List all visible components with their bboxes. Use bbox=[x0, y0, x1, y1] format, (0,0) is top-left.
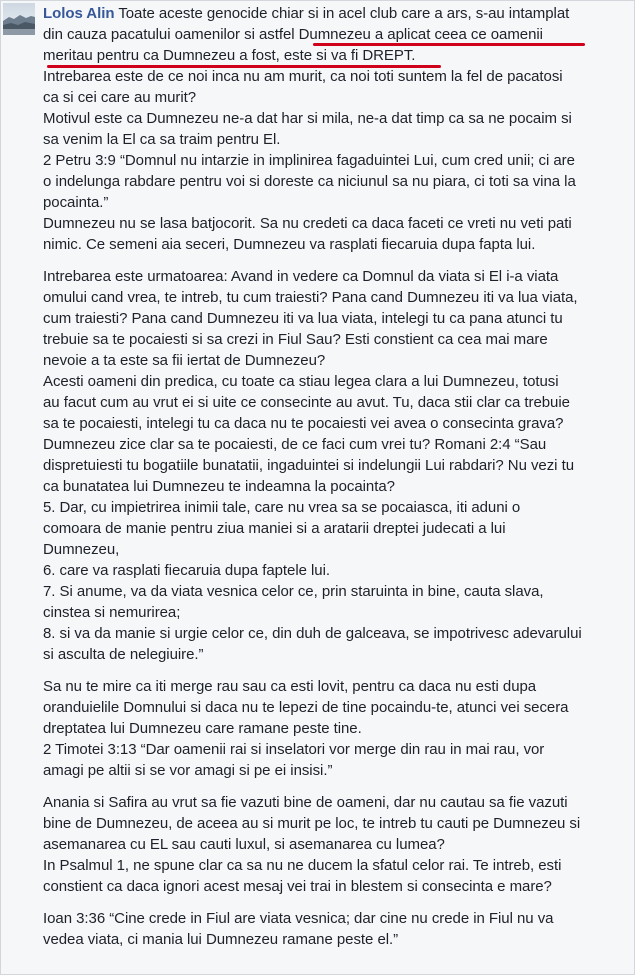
comment-line: vedea viata, ci mania lui Dumnezeu ramane peste el.” bbox=[43, 931, 399, 948]
highlight-underline-1 bbox=[313, 43, 585, 46]
comment-line: comoara de manie pentru ziua maniei si a aratarii dreptei judecati a lui bbox=[43, 520, 506, 537]
comment-line: 6. care va rasplati fiecaruia dupa faptele lui. bbox=[43, 562, 330, 579]
comment-line: asemanarea cu EL sau cauti luxul, si asemanarea cu lumea? bbox=[43, 836, 445, 853]
paragraph-gap bbox=[43, 781, 631, 792]
comment-line: Acesti oameni din predica, cu toate ca stiau legea clara a lui Dumnezeu, totusi bbox=[43, 373, 559, 390]
comment-line: Intrebarea este urmatoarea: Avand in vedere ca Domnul da viata si El i-a viata bbox=[43, 268, 559, 285]
comment-line: Ioan 3:36 “Cine crede in Fiul are viata vesnica; dar cine nu crede in Fiul nu va bbox=[43, 910, 554, 927]
avatar[interactable] bbox=[3, 3, 35, 35]
comment-line: 5. Dar, cu impietrirea inimii tale, care nu vrea sa se pocaiasca, iti aduni o bbox=[43, 499, 521, 516]
paragraph-gap bbox=[43, 255, 631, 266]
paragraph-gap bbox=[43, 665, 631, 676]
comment-line: 2 Petru 3:9 “Domnul nu intarzie in implinirea fagaduintei Lui, cum cred unii; ci are bbox=[43, 152, 575, 169]
comment-line: Lolos Alin Toate aceste genocide chiar si in acel club care a ars, s-au intamplat bbox=[43, 5, 570, 22]
comment-line: bine de Dumnezeu, de aceea au si murit pe loc, te intreb tu cauti pe Dumnezeu si bbox=[43, 815, 581, 832]
comment-line: 8. si va da manie si urgie celor ce, din duh de galceava, se impotrivesc adevarului bbox=[43, 625, 582, 642]
comment-author-name[interactable]: Lolos Alin bbox=[43, 5, 115, 22]
comment-line: Dumnezeu nu se lasa batjocorit. Sa nu credeti ca daca faceti ce vreti nu veti pati bbox=[43, 215, 572, 232]
paragraph-gap bbox=[43, 897, 631, 908]
comment-line: sa venim la El ca sa traim pentru El. bbox=[43, 131, 281, 148]
comment-line: o indelunga rabdare pentru voi si doreste ca niciunul sa nu piara, ci toti sa vina la bbox=[43, 173, 576, 190]
comment-text bbox=[43, 3, 631, 950]
comment-line: Anania si Safira au vrut sa fie vazuti bine de oameni, dar nu cautau sa fie vazuti bbox=[43, 794, 568, 811]
highlight-underline-2 bbox=[47, 65, 441, 68]
comment-line: constient ca daca ignori acest mesaj vei trai in blestem si consecinta e mare? bbox=[43, 878, 552, 895]
comment-line: amagi pe altii si se vor amagi si pe ei insisi.” bbox=[43, 762, 333, 779]
comment-line: dreptatea lui Dumnezeu care ramane peste tine. bbox=[43, 720, 362, 737]
comment-line: sa te pocaiesti, intelegi tu ca daca nu te pocaiesti vei avea o consecinta grava? bbox=[43, 415, 564, 432]
comment-line: ca bunatatea lui Dumnezeu te indeamna la pocainta? bbox=[43, 478, 395, 495]
comment-line: cinstea si nemurirea; bbox=[43, 604, 181, 621]
comment-line: ca si cei care au murit? bbox=[43, 89, 197, 106]
comment-line: In Psalmul 1, ne spune clar ca sa nu ne ducem la sfatul celor rai. Te intreb, esti bbox=[43, 857, 562, 874]
comment-line: 7. Si anume, va da viata vesnica celor ce, prin staruinta in bine, cauta slava, bbox=[43, 583, 544, 600]
comment-line: Dumnezeu zice clar sa te pocaiesti, de ce faci cum vrei tu? Romani 2:4 “Sau bbox=[43, 436, 547, 453]
comment-line: Sa nu te mire ca iti merge rau sau ca esti lovit, pentru ca daca nu esti dupa bbox=[43, 678, 537, 695]
comment-line: cum traiesti? Pana cand Dumnezeu iti va lua viata, intelegi tu ca pana atunci tu bbox=[43, 310, 563, 327]
comment-line: nimic. Ce semeni aia seceri, Dumnezeu va rasplati fiecaruia dupa fapta lui. bbox=[43, 236, 536, 253]
avatar-landscape-image bbox=[3, 3, 35, 35]
comment-line: oranduielile Domnului si daca nu te lepezi de tine pocaindu-te, atunci vei secera bbox=[43, 699, 569, 716]
comment-line: si asculta de nelegiuire.” bbox=[43, 646, 204, 663]
comment-line: trebuie sa te pocaiesti si sa crezi in Fiul Sau? Esti constient ca cea mai mare bbox=[43, 331, 548, 348]
comment-line: 2 Timotei 3:13 “Dar oamenii rai si inselatori vor merge din rau in mai rau, vor bbox=[43, 741, 545, 758]
comment-line: pocainta.” bbox=[43, 194, 109, 211]
comment-line: omului cand vrea, te intreb, tu cum traiesti? Pana cand Dumnezeu iti va lua viata, bbox=[43, 289, 578, 306]
comment-line: dispretuiesti tu bogatiile bunatatii, ingaduintei si indelungii Lui rabdari? Nu vezi tu bbox=[43, 457, 574, 474]
comment-line: Dumnezeu, bbox=[43, 541, 120, 558]
comment-line: nevoie a ta este sa fii iertat de Dumnezeu? bbox=[43, 352, 326, 369]
comment-line: meritau pentru ca Dumnezeu a fost, este si va fi DREPT. bbox=[43, 47, 416, 64]
comment-line: Intrebarea este de ce noi inca nu am murit, ca noi toti suntem la fel de pacatosi bbox=[43, 68, 563, 85]
comment-line: din cauza pacatului oamenilor si astfel Dumnezeu a aplicat ceea ce oamenii bbox=[43, 26, 543, 43]
comment-line: Motivul este ca Dumnezeu ne-a dat har si mila, ne-a dat timp ca sa ne pocaim si bbox=[43, 110, 572, 127]
comment-line: au facut cum au vrut ei si uite ce consecinte au avut. Tu, daca stii clar ca trebuie bbox=[43, 394, 570, 411]
